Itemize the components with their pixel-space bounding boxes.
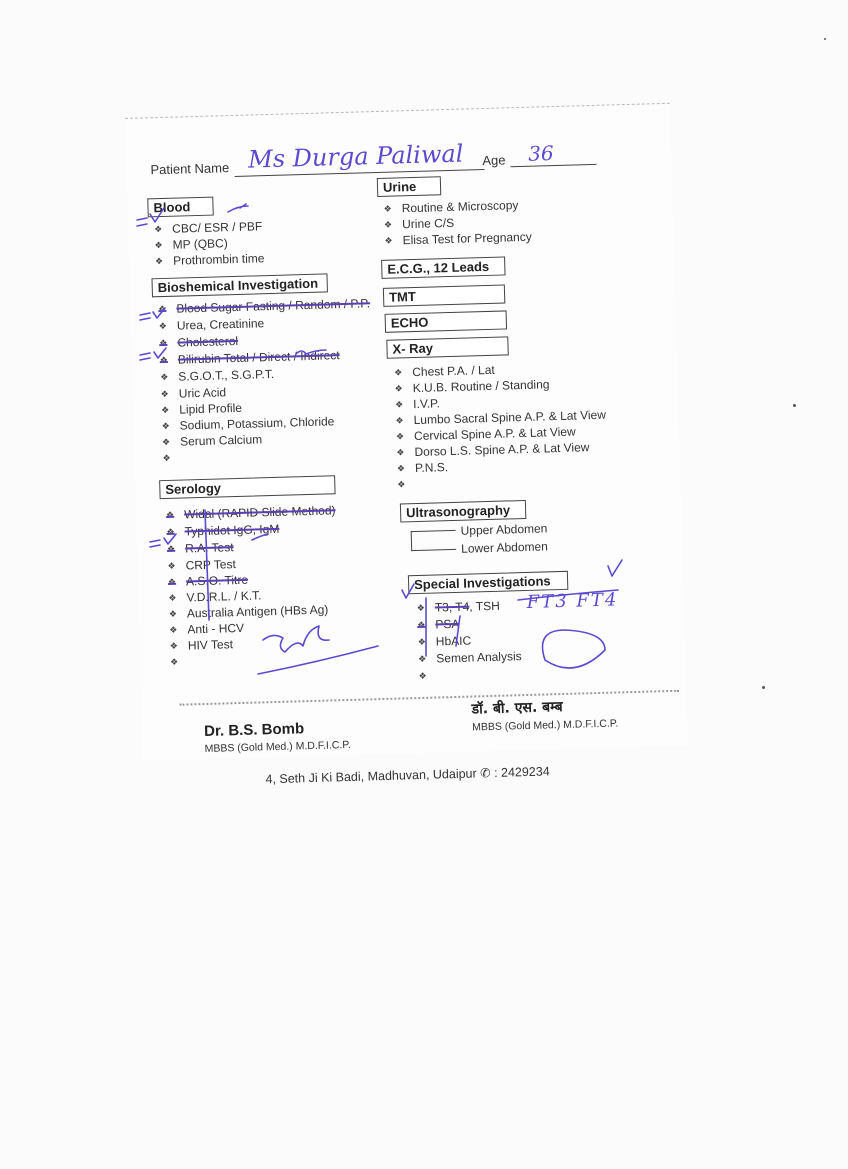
biochem-item: ❖ Uric Acid bbox=[161, 385, 227, 401]
biochem-item: ❖ Blood Sugar Fasting / Random / P.P. bbox=[158, 296, 370, 316]
urine-header: Urine bbox=[377, 176, 442, 197]
tmt-header: TMT bbox=[383, 284, 505, 306]
clinic-address: 4, Seth Ji Ki Badi, Madhuvan, Udaipur ✆ : 2429234 bbox=[265, 764, 550, 787]
age-label: Age bbox=[482, 152, 506, 169]
echo-header: ECHO bbox=[385, 310, 507, 332]
pen-line bbox=[205, 510, 209, 620]
serology-item: ❖ Widal (RAPID Slide Method) bbox=[166, 503, 336, 522]
special-header: Special Investigations bbox=[408, 571, 568, 594]
doctor-name-hindi: डॉ. बी. एस. बम्ब bbox=[471, 699, 563, 718]
doctor-degree: MBBS (Gold Med.) M.D.F.I.C.P. bbox=[204, 738, 352, 756]
doctor-degree-right: MBBS (Gold Med.) M.D.F.I.C.P. bbox=[471, 717, 619, 734]
tick-mark bbox=[150, 534, 176, 547]
biochem-item: ❖ Serum Calcium bbox=[162, 432, 262, 449]
xray-item: ❖ Chest P.A. / Lat bbox=[394, 363, 495, 380]
serology-item: ❖ V.D.R.L. / K.T. bbox=[168, 588, 261, 605]
blood-item: ❖ MP (QBC) bbox=[154, 236, 228, 252]
xray-item: ❖ Dorso L.S. Spine A.P. & Lat View bbox=[396, 440, 589, 459]
xray-item: ❖ P.N.S. bbox=[397, 460, 449, 475]
serology-item: ❖ Typhidot IgG, IgM bbox=[166, 522, 279, 539]
usg-item: Upper Abdomen bbox=[460, 521, 548, 538]
handwritten-ft3-ft4: FT3 FT4 bbox=[526, 589, 619, 613]
tick-mark bbox=[296, 350, 326, 354]
biochem-item: ❖ Cholesterol bbox=[159, 334, 238, 350]
blood-header: Blood bbox=[147, 197, 214, 218]
underline-stroke bbox=[518, 590, 618, 600]
special-item: ❖ HbAIC bbox=[418, 634, 472, 649]
serology-item: ❖ Anti - HCV bbox=[169, 621, 244, 637]
xray-item: ❖ Cervical Spine A.P. & Lat View bbox=[396, 425, 576, 444]
serology-item: ❖ HIV Test bbox=[170, 637, 234, 653]
patient-name-value: Ms Durga Paliwal bbox=[247, 139, 464, 174]
blood-item: ❖ CBC/ ESR / PBF bbox=[154, 219, 262, 236]
special-item-rest: , TSH bbox=[469, 598, 500, 614]
signature bbox=[263, 626, 329, 652]
special-item: ❖ Semen Analysis bbox=[418, 649, 522, 666]
urine-item: ❖ Routine & Microscopy bbox=[383, 198, 518, 216]
special-item: ❖ PSA bbox=[417, 617, 459, 632]
tick-mark bbox=[140, 348, 166, 360]
ecg-header: E.C.G., 12 Leads bbox=[381, 256, 505, 278]
pen-line bbox=[456, 616, 460, 646]
biochem-item: ❖ Sodium, Potassium, Chloride bbox=[161, 414, 334, 433]
serology-item: ❖ CRP Test bbox=[167, 557, 236, 573]
tick-mark bbox=[608, 560, 622, 576]
serology-item: ❖ R.A. Test bbox=[167, 540, 234, 556]
signature-underline bbox=[258, 646, 378, 674]
usg-item: Lower Abdomen bbox=[460, 539, 549, 556]
age-value: 36 bbox=[527, 141, 554, 166]
doctor-name: Dr. B.S. Bomb bbox=[203, 720, 305, 741]
patient-name-label: Patient Name bbox=[150, 160, 230, 178]
tick-mark bbox=[137, 208, 164, 226]
tick-mark bbox=[140, 308, 165, 320]
tick-mark bbox=[228, 204, 248, 212]
xray-item: ❖ K.U.B. Routine / Standing bbox=[394, 377, 549, 395]
serology-header: Serology bbox=[159, 475, 335, 499]
biochem-header: Bioshemical Investigation bbox=[151, 273, 327, 297]
biochem-item: ❖ S.G.O.T., S.G.P.T. bbox=[160, 367, 274, 384]
serology-item: ❖ A.S.O. Titre bbox=[168, 573, 248, 589]
xray-item: ❖ I.V.P. bbox=[395, 396, 440, 411]
usg-header: Ultrasonography bbox=[400, 500, 526, 523]
serology-item: ❖ Australia Antigen (HBs Ag) bbox=[169, 603, 329, 621]
biochem-item: ❖ Urea, Creatinine bbox=[159, 316, 265, 333]
urine-item: ❖ Urine C/S bbox=[384, 216, 454, 232]
tick-mark bbox=[402, 584, 414, 598]
urine-item: ❖ Elisa Test for Pregnancy bbox=[384, 230, 532, 248]
special-item-struck: T3, T4 bbox=[434, 599, 470, 615]
xray-header: X- Ray bbox=[386, 336, 508, 358]
biochem-item: ❖ Lipid Profile bbox=[161, 401, 242, 417]
tick-mark bbox=[252, 534, 268, 540]
biochem-item: ❖ Bilirubin Total / Direct / Indirect bbox=[160, 348, 340, 367]
pen-scribble bbox=[543, 630, 606, 668]
blood-item: ❖ Prothrombin time bbox=[155, 251, 265, 268]
xray-item: ❖ Lumbo Sacral Spine A.P. & Lat View bbox=[395, 408, 606, 428]
